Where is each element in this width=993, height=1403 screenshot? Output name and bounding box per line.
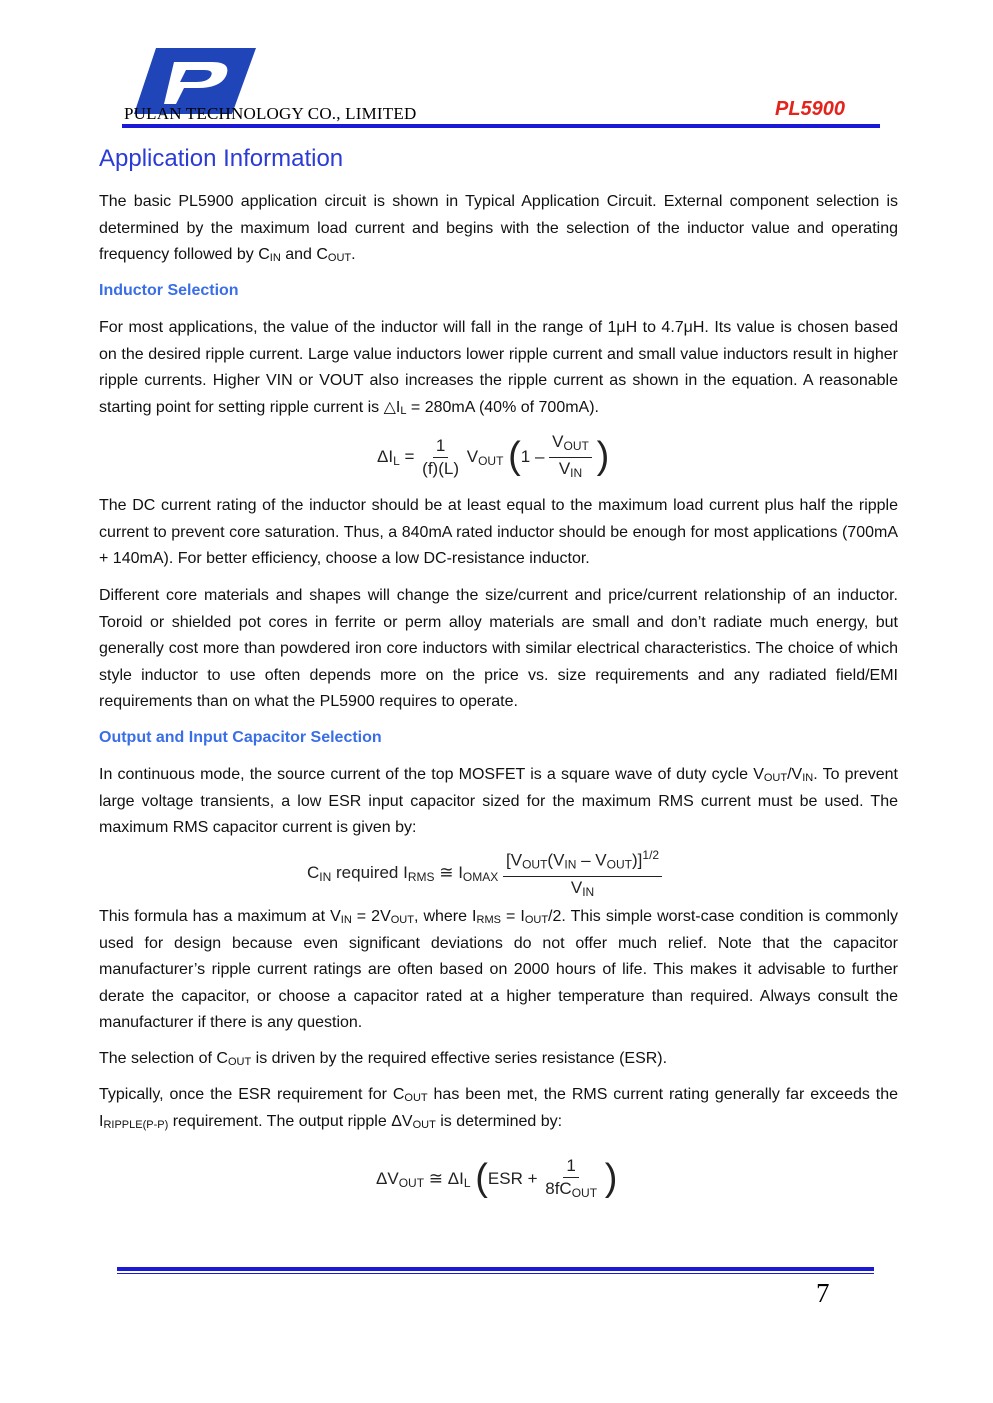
company-name: PULAN TECHNOLOGY CO., LIMITED bbox=[124, 104, 417, 123]
capacitor-paragraph-4: Typically, once the ESR requirement for $C_{OUT}$ has been met, the RMS current rating generally far exceeds the $I_{RIPPLE(P-P)}$ requirement. The output ripple $\Delta V_{OUT}$ is determined by: bbox=[99, 1086, 899, 1131]
inductor-paragraph-1: For most applications, the value of the inductor will fall in the range of 1μH to 4.7μH. Its value is chosen based on the desired ripple current. Large value inductors lower ripple current and small value inductors result in higher ripple currents. Higher VIN or VOUT also increases the ripple current as shown in the equation. A reasonable starting point for setting ripple current is $\triangle I_L = 280mA$ (40% of 700mA). bbox=[99, 319, 898, 417]
ripple-current-formula: ΔIL = $\frac{1}{(f)(L)}$ VOUT (1 – $\frac{\text{VOUT}}{\text{VIN}}$ ) bbox=[377, 432, 609, 483]
rms-current-formula: CIN required IRMS ≅ IOMAX $\frac{[VOUT(VIN - VOUT)]^{1/2}}{\text{VIN}}$ bbox=[307, 845, 662, 902]
capacitor-paragraph-1: In continuous mode, the source current of the top MOSFET is a square wave of duty cycle $V_{OUT}/V_{IN}$. To prevent large voltage transients, a low ESR input capacitor sized for the maximum RMS current must be used. The maximum RMS capacitor current is given by: bbox=[99, 766, 899, 836]
capacitor-paragraph-3: The selection of $C_{OUT}$ is driven by the required effective series resistance (ESR). bbox=[99, 1050, 668, 1068]
inductor-paragraph-3: Different core materials and shapes will change the size/current and price/current relationship of an inductor. Toroid or shielded pot cores in ferrite or perm alloy materials are small and don’t radiate much energy, but generally cost more than powdered iron core inductors with similar electrical characteristics. The choice of which style inductor to use often depends more on the price vs. size requirements and any radiated field/EMI requirements than on what the PL5900 requires to operate. bbox=[99, 587, 898, 710]
inductor-paragraph-2: The DC current rating of the inductor should be at least equal to the maximum load current plus half the ripple current to prevent core saturation. Thus, a 840mA rated inductor should be enough for most applications (700mA + 140mA). For better efficiency, choose a low DC-resistance inductor. bbox=[99, 497, 898, 567]
page-title: Application Information bbox=[99, 145, 344, 172]
intro-paragraph: The basic PL5900 application circuit is shown in Typical Application Circuit. External component selection is determined by the maximum load current and begins with the selection of the inductor value and operating frequency followed by $C_{IN}$ and $C_{OUT}$. bbox=[99, 193, 898, 264]
ripple-fraction: $\frac{1}{\text{8fCOUT}}$ bbox=[545, 1156, 598, 1200]
formula-fraction: $\frac{1}{(f)(L)}$ bbox=[422, 436, 459, 478]
page-number: 7 bbox=[816, 1278, 830, 1308]
product-code: PL5900 bbox=[775, 98, 846, 120]
formula-ratio: $\frac{\text{VOUT}}{\text{VIN}}$ bbox=[549, 432, 592, 483]
capacitor-heading: Output and Input Capacitor Selection bbox=[99, 729, 382, 746]
rms-fraction: $\frac{[VOUT(VIN - VOUT)]^{1/2}}{\text{VIN}}$ bbox=[503, 845, 662, 902]
output-ripple-formula: ΔVOUT ≅ ΔIL (ESR + $\frac{1}{\text{8fCOUT}}$ ) bbox=[376, 1156, 617, 1203]
footer-rule bbox=[117, 1267, 874, 1271]
footer-rule-thin bbox=[117, 1273, 874, 1274]
capacitor-paragraph-2: This formula has a maximum at $V_{IN} = 2V_{OUT}$, where $I_{RMS} = I_{OUT}/2$. This simple worst-case condition is commonly used for design because even significant deviations do not offer much relief. Note that the capacitor manufacturer’s ripple current ratings are often based on 2000 hours of life. This makes it advisable to further derate the capacitor, or choose a capacitor rated at a higher temperature than required. Always consult the manufacturer if there is any question. bbox=[99, 908, 899, 1031]
header-rule bbox=[122, 124, 880, 128]
inductor-heading: Inductor Selection bbox=[99, 282, 239, 299]
